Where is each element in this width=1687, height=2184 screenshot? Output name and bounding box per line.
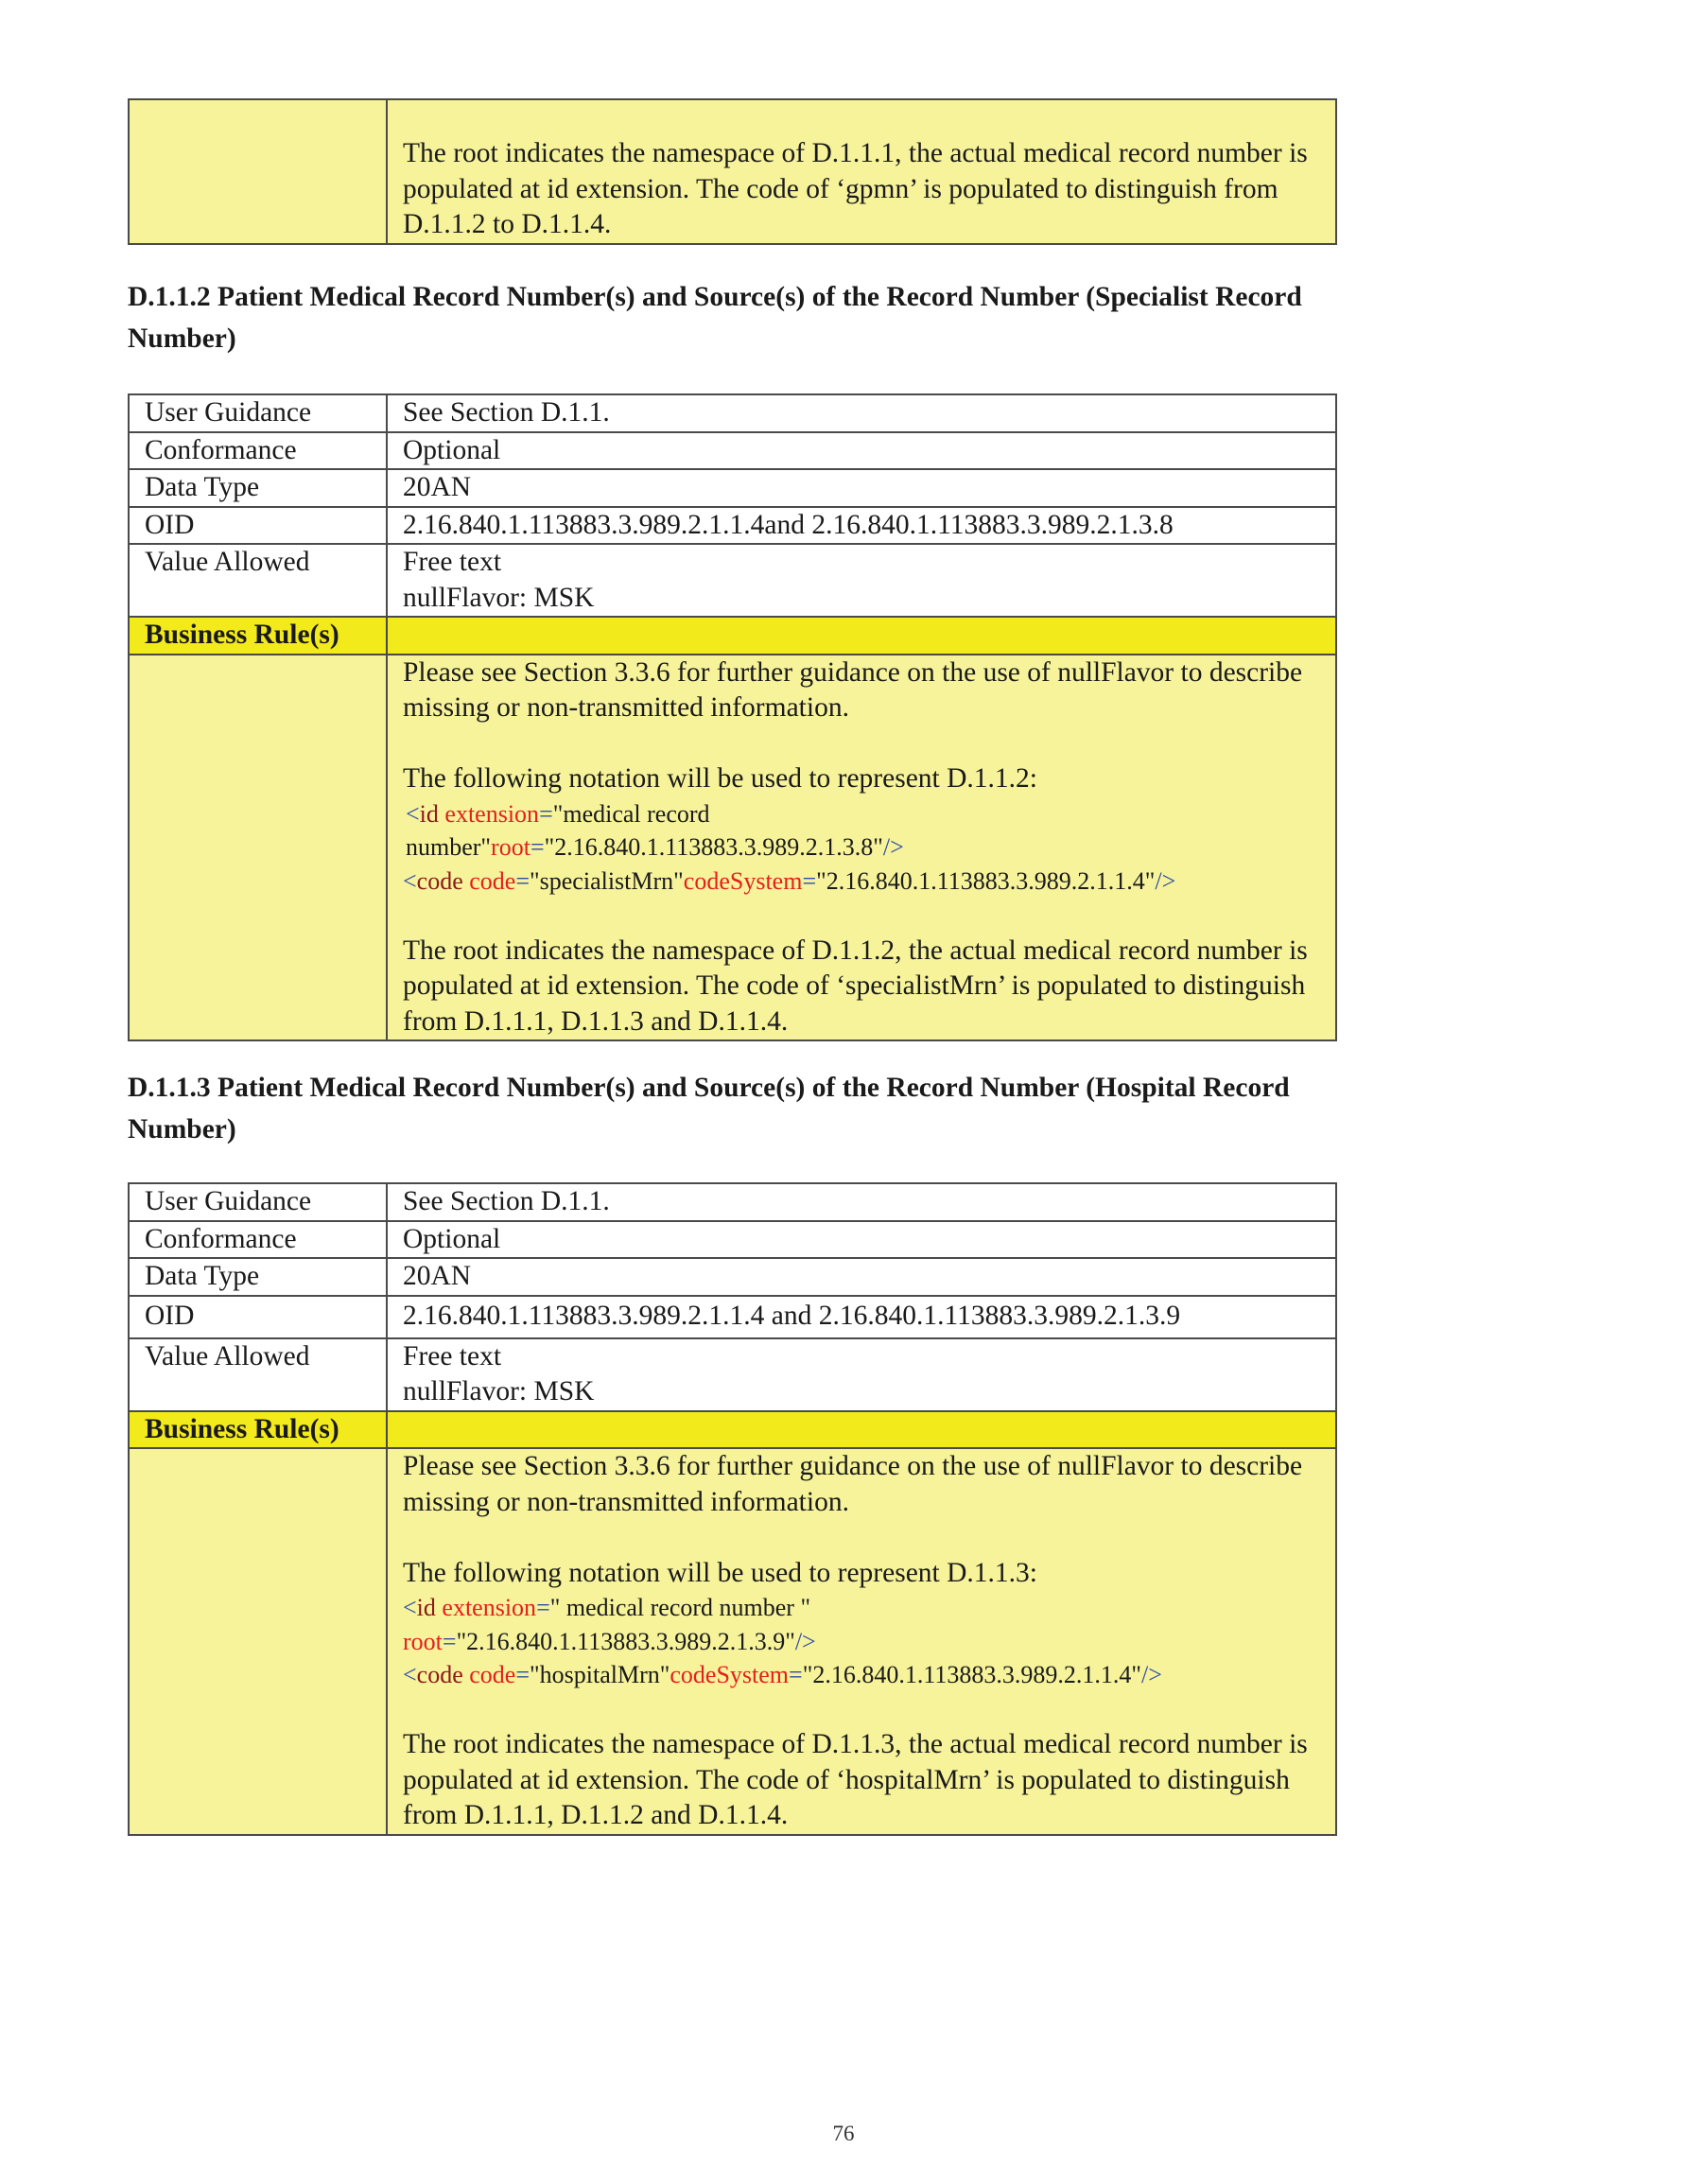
table-row bbox=[129, 394, 1336, 432]
row-value: Optional bbox=[387, 432, 1336, 470]
row-value bbox=[387, 544, 1336, 617]
row-label: Data Type bbox=[129, 1258, 387, 1296]
section-heading-d112: D.1.1.2 Patient Medical Record Number(s) and Source(s) of the Record Number (Specialist Record Number) bbox=[128, 282, 1302, 354]
table-row bbox=[129, 1221, 1336, 1259]
row-label: OID bbox=[129, 1296, 387, 1338]
row-label: Conformance bbox=[129, 1221, 387, 1259]
value-line-2: nullFlavor: MSK bbox=[403, 1376, 595, 1406]
row-value: Optional bbox=[387, 1221, 1336, 1259]
row-value: See Section D.1.1. bbox=[387, 1183, 1336, 1221]
business-rules-content bbox=[387, 655, 1336, 1041]
row-value: 2.16.840.1.113883.3.989.2.1.1.4 and 2.16.840.1.113883.3.989.2.1.3.9 bbox=[387, 1296, 1336, 1338]
continuation-text: The root indicates the namespace of D.1.1.1, the actual medical record number is populated at id extension. The code of ‘gpmn’ is populated to distinguish from D.1.1.2 to D.1.1.4. bbox=[387, 99, 1336, 244]
table-row bbox=[129, 1183, 1336, 1221]
business-rules-header-empty bbox=[387, 1411, 1336, 1449]
row-value: 20AN bbox=[387, 1258, 1336, 1296]
business-rules-body-row bbox=[129, 1448, 1336, 1835]
row-label: Conformance bbox=[129, 432, 387, 470]
value-line-1: Free text bbox=[403, 1340, 502, 1372]
table-row bbox=[129, 469, 1336, 507]
rule-paragraph-2: The root indicates the namespace of D.1.1.2, the actual medical record number is populated at id extension. The code of ‘specialistMrn’ is populated to distinguish from D.1.1.1, D.1.1.3 and D.1.1.4. bbox=[403, 935, 1308, 1037]
table-row bbox=[129, 507, 1336, 545]
code-line-root: root="2.16.840.1.113883.3.989.2.1.3.9"/> bbox=[403, 1627, 816, 1655]
empty-label-cell bbox=[129, 655, 387, 1041]
code-line-id: <id extension=" medical record number " bbox=[403, 1594, 811, 1621]
table-row bbox=[129, 544, 1336, 617]
business-rules-header-row bbox=[129, 617, 1336, 655]
value-line-1: Free text bbox=[403, 547, 502, 577]
notation-intro: The following notation will be used to represent D.1.1.3: bbox=[403, 1557, 1037, 1588]
d113-table bbox=[128, 1182, 1337, 1836]
row-label: Value Allowed bbox=[129, 544, 387, 617]
business-rules-header-empty bbox=[387, 617, 1336, 655]
value-line-2: nullFlavor: MSK bbox=[403, 582, 595, 613]
table-row bbox=[129, 1296, 1336, 1338]
empty-label-cell bbox=[129, 1448, 387, 1835]
rule-paragraph-1: Please see Section 3.3.6 for further guidance on the use of nullFlavor to describe missing or non-transmitted information. bbox=[403, 1451, 1303, 1517]
business-rules-label: Business Rule(s) bbox=[129, 1411, 387, 1449]
empty-label-cell bbox=[129, 99, 387, 244]
code-line-id: <id extension="medical record bbox=[406, 799, 710, 828]
d112-table bbox=[128, 393, 1337, 1041]
d1111-continuation-table bbox=[128, 98, 1337, 245]
page-number: 76 bbox=[832, 2122, 855, 2145]
row-label: User Guidance bbox=[129, 394, 387, 432]
row-value: See Section D.1.1. bbox=[387, 394, 1336, 432]
code-line-root: number"root="2.16.840.1.113883.3.989.2.1.3.8"/> bbox=[406, 833, 904, 861]
business-rules-body-row bbox=[129, 655, 1336, 1041]
table-row bbox=[129, 1258, 1336, 1296]
rule-paragraph-2: The root indicates the namespace of D.1.1.3, the actual medical record number is populated at id extension. The code of ‘hospitalMrn’ is populated to distinguish from D.1.1.1, D.1.1.2 and D.1.1.4. bbox=[403, 1729, 1308, 1830]
row-label: User Guidance bbox=[129, 1183, 387, 1221]
table-row bbox=[129, 1338, 1336, 1411]
row-label: OID bbox=[129, 507, 387, 545]
business-rules-content bbox=[387, 1448, 1336, 1835]
row-label: Data Type bbox=[129, 469, 387, 507]
business-rules-header-row bbox=[129, 1411, 1336, 1449]
business-rules-label: Business Rule(s) bbox=[129, 617, 387, 655]
table-row bbox=[129, 432, 1336, 470]
row-value: 20AN bbox=[387, 469, 1336, 507]
rule-paragraph-1: Please see Section 3.3.6 for further guidance on the use of nullFlavor to describe missing or non-transmitted information. bbox=[403, 656, 1303, 723]
row-label: Value Allowed bbox=[129, 1338, 387, 1411]
row-value bbox=[387, 1338, 1336, 1411]
code-line-code: <code code="specialistMrn"codeSystem="2.16.840.1.113883.3.989.2.1.1.4"/> bbox=[403, 866, 1176, 895]
code-line-code: <code code="hospitalMrn"codeSystem="2.16.840.1.113883.3.989.2.1.1.4"/> bbox=[403, 1661, 1162, 1688]
notation-intro: The following notation will be used to represent D.1.1.2: bbox=[403, 763, 1037, 794]
section-heading-d113: D.1.1.3 Patient Medical Record Number(s) and Source(s) of the Record Number (Hospital Record Number) bbox=[128, 1073, 1290, 1144]
row-value: 2.16.840.1.113883.3.989.2.1.1.4and 2.16.840.1.113883.3.989.2.1.3.8 bbox=[387, 507, 1336, 545]
